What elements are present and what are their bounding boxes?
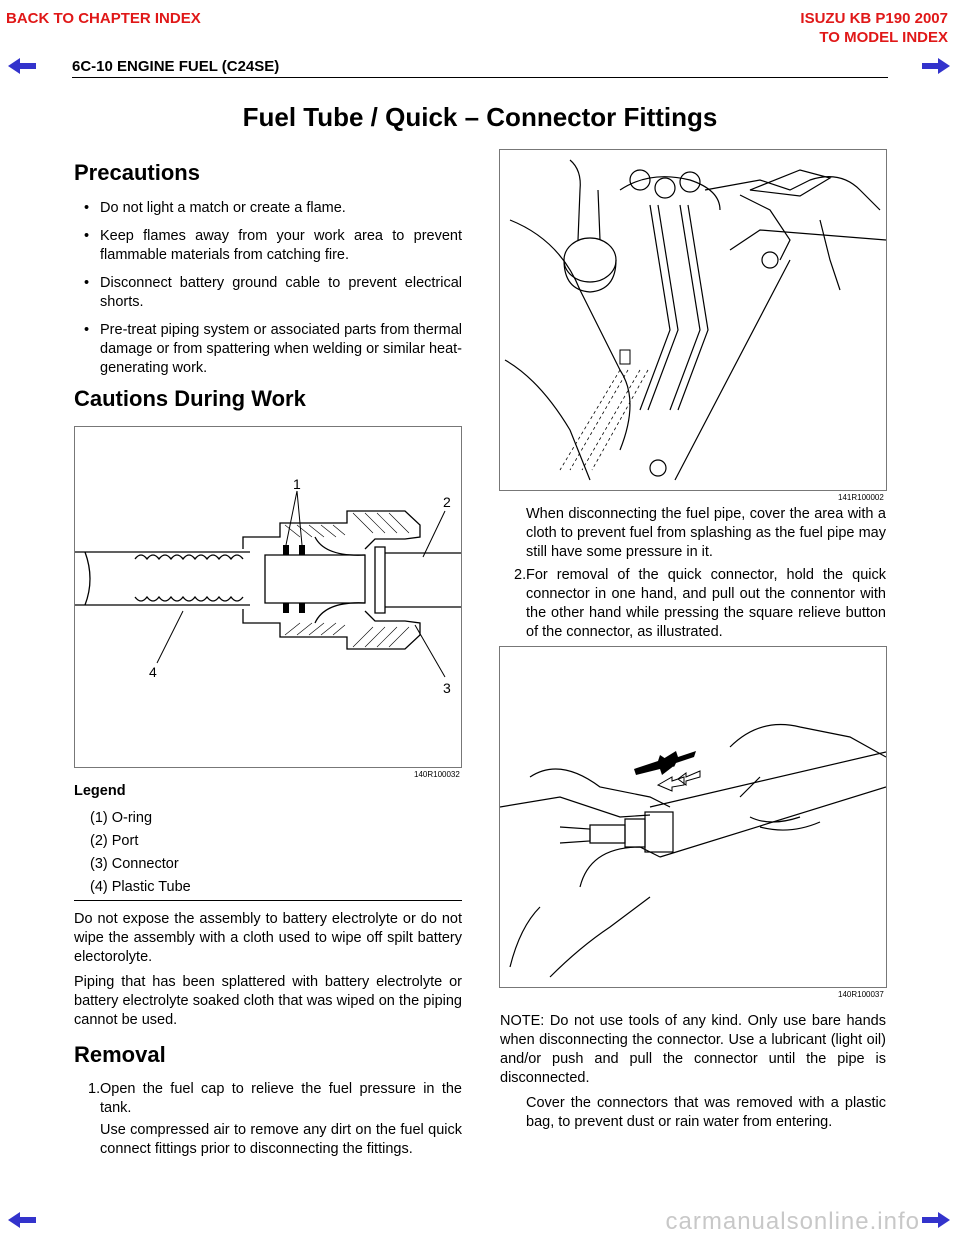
fuel-tank-fittings-drawing: [500, 150, 886, 490]
legend-item: (3) Connector: [90, 856, 179, 872]
warning-paragraph: Piping that has been splattered with battery electrolyte or battery electrolyte soaked cloth that was wiped on the piping cannot be used.: [74, 974, 462, 1028]
quick-connector-removal-figure: [499, 646, 887, 988]
precaution-item: • Do not light a match or create a flame.: [84, 200, 346, 216]
callout-2: 2: [443, 494, 451, 510]
precaution-item: • Pre-treat piping system or associated parts from thermal damage or from spattering when welding or similar heat-generating work.: [84, 322, 462, 376]
legend-item: (1) O-ring: [90, 810, 153, 826]
step-2: [500, 566, 886, 642]
legend-heading: Legend: [74, 783, 126, 799]
disconnect-note: When disconnecting the fuel pipe, cover the area with a cloth to prevent fuel from splashing as the fuel pipe may still have some pressure in it.: [526, 506, 886, 560]
page-title: Fuel Tube / Quick – Connector Fittings: [242, 102, 718, 132]
figure3-id: 140R100037: [838, 990, 884, 999]
warning-paragraph: Do not expose the assembly to battery electrolyte or do not wipe the assembly with a cloth used to wipe off spilt battery electorolyte.: [74, 911, 462, 965]
to-model-index-link[interactable]: TO MODEL INDEX: [819, 29, 948, 46]
model-title-link[interactable]: ISUZU KB P190 2007: [800, 10, 948, 27]
connector-cross-section-figure: [74, 426, 462, 768]
callout-3: 3: [443, 680, 451, 696]
page-header-title: 6C-10 ENGINE FUEL (C24SE): [72, 58, 280, 75]
note-paragraph: NOTE: Do not use tools of any kind. Only use bare hands when disconnecting the connector. Use a lubricant (light oil) and/or push and pull the connector until the pipe is disconnected.: [500, 1013, 886, 1086]
legend-item: (4) Plastic Tube: [90, 879, 191, 895]
header-rule: [72, 77, 888, 78]
right-text-upper: [500, 505, 886, 642]
legend-divider: [74, 900, 462, 901]
warnings: [74, 910, 462, 1036]
precaution-item: • Keep flames away from your work area to prevent flammable materials from catching fire.: [84, 228, 462, 263]
legend: [74, 782, 462, 901]
step-1-sub: Use compressed air to remove any dirt on the fuel quick connect fittings prior to disconnecting the fittings.: [100, 1122, 462, 1157]
fuel-tank-fittings-figure: [499, 149, 887, 491]
step-1-number: 1.: [88, 1081, 101, 1097]
next-page-arrow-icon[interactable]: [922, 58, 950, 74]
cautions-heading: Cautions During Work: [74, 386, 306, 411]
watermark: carmanualsonline.info: [665, 1208, 920, 1235]
figure2-id: 141R100002: [838, 493, 884, 502]
quick-connector-removal-drawing: [500, 647, 886, 987]
connector-cross-section-drawing: [75, 427, 461, 767]
removal-heading: Removal: [74, 1042, 166, 1067]
step-1: [74, 1080, 462, 1118]
previous-page-arrow-bottom-icon[interactable]: [8, 1212, 36, 1228]
callout-1: 1: [293, 476, 301, 492]
next-page-arrow-bottom-icon[interactable]: [922, 1212, 950, 1228]
removal-step-1: [74, 1080, 462, 1159]
step-2-text: For removal of the quick connector, hold the quick connector in one hand, and pull out the connentor with the other hand while pressing the square relieve button of the connector, as illustrated.: [526, 567, 886, 640]
precaution-item: • Disconnect battery ground cable to prevent electrical shorts.: [84, 275, 462, 310]
previous-page-arrow-icon[interactable]: [8, 58, 36, 74]
callout-4: 4: [149, 664, 157, 680]
right-text-lower: [500, 1012, 886, 1132]
step-2-number: 2.: [514, 567, 527, 583]
precautions-heading: Precautions: [74, 160, 200, 185]
back-to-chapter-index-link[interactable]: BACK TO CHAPTER INDEX: [6, 10, 201, 27]
legend-item: (2) Port: [90, 833, 139, 849]
precautions-list: [74, 199, 462, 387]
step-1-text: Open the fuel cap to relieve the fuel pressure in the tank.: [100, 1081, 462, 1116]
cover-note: Cover the connectors that was removed with a plastic bag, to prevent dust or rain water from entering.: [526, 1095, 886, 1130]
figure1-id: 140R100032: [414, 770, 460, 779]
